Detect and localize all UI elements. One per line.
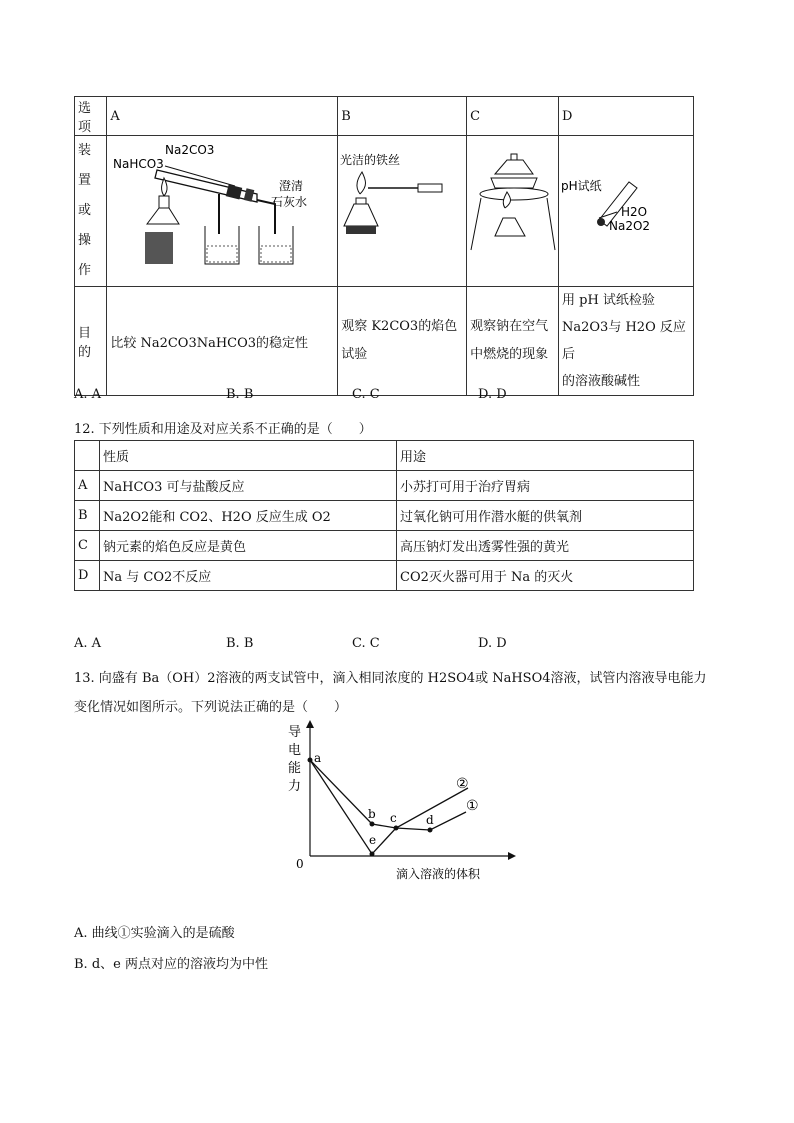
q12-row-key: C: [75, 531, 100, 561]
series-2-line: [310, 760, 468, 854]
q12-row-key: B: [75, 501, 100, 531]
origin-label: 0: [296, 857, 304, 871]
point-a: [308, 758, 313, 763]
header-c: C: [467, 97, 559, 136]
q12-row-key: A: [75, 471, 100, 501]
q12-header-row: [75, 441, 694, 471]
device-c-cell: [467, 136, 559, 287]
device-a-cell: [107, 136, 338, 287]
series-1-label: ①: [466, 798, 479, 814]
y-axis-label-char: 能: [288, 761, 302, 776]
device-d-cell: [559, 136, 694, 287]
point-label: d: [426, 813, 434, 827]
q11-option-b[interactable]: B. B: [226, 387, 254, 402]
header-b: B: [338, 97, 467, 136]
property-use-table: [74, 440, 694, 591]
q13-stem-line1: 13. 向盛有 Ba（OH）2溶液的两支试管中，滴入相同浓度的 H2SO4或 NaHSO4溶液，试管内溶液导电能力: [74, 671, 707, 686]
q12-row-use: 高压钠灯发出透雾性强的黄光: [397, 531, 694, 561]
label-ph-paper: pH试纸: [561, 179, 602, 193]
y-axis-label-char: 力: [288, 779, 302, 794]
point-label: a: [314, 751, 322, 765]
q12-row: [75, 471, 694, 501]
y-axis-arrow: [306, 720, 314, 728]
header-a: A: [107, 97, 338, 136]
purpose-row-label: 目的: [75, 287, 107, 396]
table-header-row: [75, 97, 694, 136]
q12-option-c[interactable]: C. C: [352, 636, 380, 651]
device-row: [75, 136, 694, 287]
q12-row-property: 钠元素的焰色反应是黄色: [100, 531, 397, 561]
ph-test-diagram: [559, 142, 693, 276]
q13-option-b[interactable]: B. d、e 两点对应的溶液均为中性: [74, 957, 268, 972]
label-na2o2: Na2O2: [609, 219, 651, 233]
purpose-a: 比较 Na2CO3NaHCO3的稳定性: [107, 287, 338, 396]
q11-option-a[interactable]: A. A: [74, 387, 102, 402]
q12-row: [75, 531, 694, 561]
purpose-d: [559, 287, 694, 396]
q13-stem-line2: 变化情况如图所示。下列说法正确的是（ ）: [74, 700, 348, 715]
point-e: [370, 852, 375, 857]
y-axis-label-char: 导: [288, 725, 302, 740]
q12-row-key: D: [75, 561, 100, 591]
purpose-d-line2: Na2O3与 H2O 反应后: [562, 320, 686, 362]
point-label: c: [390, 811, 397, 825]
label-na2co3: Na2CO3: [165, 143, 215, 157]
purpose-c-line2: 中燃烧的现象: [470, 347, 549, 362]
q11-option-d[interactable]: D. D: [478, 387, 507, 402]
q12-row: [75, 501, 694, 531]
q12-option-a[interactable]: A. A: [74, 636, 102, 651]
q12-header-key: [75, 441, 100, 471]
device-row-label: 装置或操作: [75, 136, 107, 287]
q12-row: [75, 561, 694, 591]
label-limewater-2: 石灰水: [271, 195, 308, 209]
q12-stem: 12. 下列性质和用途及对应关系不正确的是（ ）: [74, 422, 372, 437]
purpose-d-line1: 用 pH 试纸检验: [562, 293, 655, 308]
sodium-burning-diagram: [467, 142, 556, 276]
q12-row-use: 小苏打可用于治疗胃病: [397, 471, 694, 501]
y-axis-label-char: 电: [288, 743, 302, 758]
flame-test-diagram: [338, 142, 464, 276]
x-axis-arrow: [508, 852, 516, 860]
label-nahco3: NaHCO3: [113, 157, 165, 171]
point-label: e: [369, 833, 377, 847]
q12-header-use: 用途: [397, 441, 694, 471]
label-h2o: H2O: [621, 205, 648, 219]
device-b-cell: [338, 136, 467, 287]
q13-option-a[interactable]: A. 曲线①实验滴入的是硫酸: [74, 926, 235, 941]
point-d: [428, 828, 433, 833]
x-axis-label: 滴入溶液的体积: [396, 867, 481, 881]
q12-option-b[interactable]: B. B: [226, 636, 254, 651]
purpose-row: [75, 287, 694, 396]
purpose-b-line2: 试验: [341, 347, 368, 362]
purpose-d-line3: 的溶液酸碱性: [562, 374, 641, 389]
experiment-table: [74, 96, 694, 396]
header-option: 选项: [75, 97, 107, 136]
label-limewater-1: 澄清: [279, 179, 304, 193]
q11-option-c[interactable]: C. C: [352, 387, 380, 402]
purpose-c: [467, 287, 559, 396]
point-label: b: [368, 807, 376, 821]
header-d: D: [559, 97, 694, 136]
q12-header-property: 性质: [100, 441, 397, 471]
q12-row-use: 过氧化钠可用作潜水艇的供氧剂: [397, 501, 694, 531]
purpose-b-line1: 观察 K2CO3的焰色: [341, 319, 458, 334]
heating-apparatus-diagram: [107, 142, 335, 276]
q12-row-use: CO2灭火器可用于 Na 的灭火: [397, 561, 694, 591]
q12-option-d[interactable]: D. D: [478, 636, 507, 651]
q12-row-property: Na2O2能和 CO2、H2O 反应生成 O2: [100, 501, 397, 531]
series-2-label: ②: [456, 776, 469, 792]
point-c: [394, 826, 399, 831]
label-iron-wire: 光洁的铁丝: [340, 153, 401, 167]
purpose-c-line1: 观察钠在空气: [470, 319, 549, 334]
conductivity-chart: [280, 718, 520, 888]
point-b: [370, 822, 375, 827]
q12-row-property: NaHCO3 可与盐酸反应: [100, 471, 397, 501]
purpose-b: [338, 287, 467, 396]
q12-row-property: Na 与 CO2不反应: [100, 561, 397, 591]
